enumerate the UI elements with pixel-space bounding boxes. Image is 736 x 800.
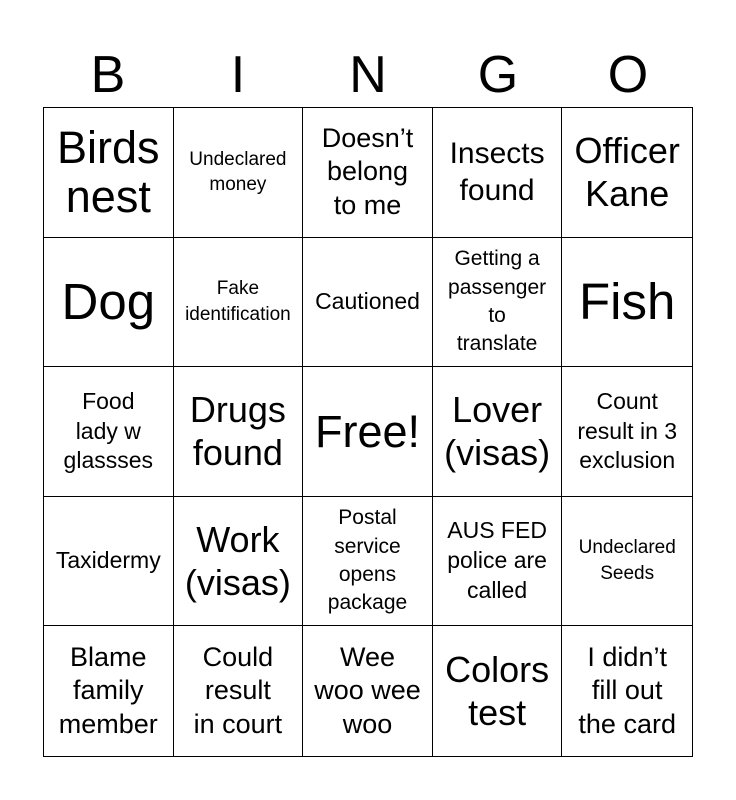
header-letter-n: N	[349, 46, 387, 104]
bingo-cell-label: Food lady w glassses	[63, 387, 154, 474]
bingo-cell-label: Lover (visas)	[444, 389, 551, 474]
bingo-cell[interactable]	[174, 497, 304, 627]
bingo-cell[interactable]	[433, 367, 563, 497]
bingo-cell-label: Blame family member	[58, 641, 158, 740]
bingo-cell[interactable]	[433, 497, 563, 627]
bingo-cell[interactable]	[174, 367, 304, 497]
header-letter-o: O	[607, 46, 649, 104]
bingo-cell[interactable]	[303, 626, 433, 756]
bingo-cell-label: Fish	[579, 273, 676, 331]
bingo-board	[43, 107, 693, 757]
bingo-cell[interactable]	[44, 238, 174, 368]
bingo-cell[interactable]	[303, 497, 433, 627]
bingo-cell[interactable]	[433, 238, 563, 368]
bingo-cell-label: Undeclared Seeds	[578, 537, 676, 585]
bingo-cell-label: Taxidermy	[55, 547, 161, 574]
free-space-cell[interactable]	[303, 367, 433, 497]
bingo-cell[interactable]	[44, 497, 174, 627]
bingo-cell-label: Insects found	[449, 136, 545, 208]
bingo-cell-label: Undeclared money	[189, 148, 287, 196]
bingo-cell-label: Doesn’t belong to me	[321, 122, 414, 221]
bingo-cell-label: Count result in 3 exclusion	[577, 387, 678, 474]
header-letter-i: I	[230, 46, 246, 104]
bingo-cell[interactable]	[174, 238, 304, 368]
bingo-cell[interactable]	[562, 497, 692, 627]
bingo-cell[interactable]	[433, 626, 563, 756]
bingo-cell-label: Fake identification	[185, 278, 291, 325]
bingo-cell-label: I didn’t fill out the card	[578, 641, 676, 740]
bingo-cell[interactable]	[303, 108, 433, 238]
bingo-cell-label: Getting a passenger to translate	[448, 247, 547, 356]
bingo-header	[43, 42, 693, 108]
bingo-cell[interactable]	[44, 367, 174, 497]
bingo-cell-label: Dog	[61, 273, 156, 331]
bingo-cell-label: Wee woo wee woo	[314, 641, 421, 740]
bingo-cell[interactable]	[303, 238, 433, 368]
header-letter-b: B	[90, 46, 126, 104]
bingo-cell-label: Colors test	[445, 649, 550, 734]
bingo-cell-label: Cautioned	[315, 287, 420, 314]
bingo-cell-label: AUS FED police are called	[447, 517, 547, 604]
bingo-cell[interactable]	[433, 108, 563, 238]
bingo-cell-label: Drugs found	[189, 389, 286, 474]
bingo-cell-label: Work (visas)	[184, 518, 291, 604]
bingo-cell[interactable]	[562, 626, 692, 756]
header-letter-g: G	[477, 46, 519, 104]
bingo-cell-label: Birds nest	[57, 121, 160, 223]
bingo-cell[interactable]	[562, 367, 692, 497]
bingo-cell-label: Postal service opens package	[327, 506, 408, 615]
bingo-cell[interactable]	[174, 108, 304, 238]
bingo-cell[interactable]	[44, 626, 174, 756]
bingo-cell-label: Free!	[314, 405, 420, 457]
bingo-cell-label: Officer Kane	[574, 130, 680, 215]
bingo-cell[interactable]	[174, 626, 304, 756]
bingo-cell[interactable]	[562, 238, 692, 368]
bingo-cell[interactable]	[562, 108, 692, 238]
bingo-cell-label: Could result in court	[193, 641, 283, 740]
bingo-cell[interactable]	[44, 108, 174, 238]
